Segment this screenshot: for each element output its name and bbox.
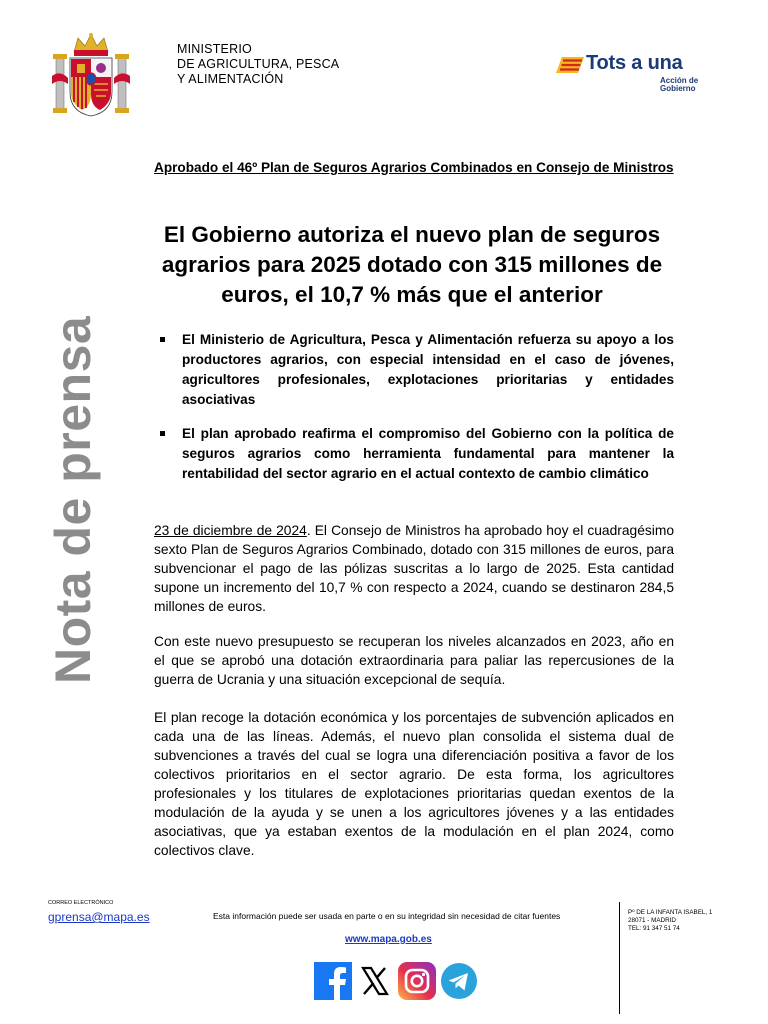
- brand-sub-line: Acción de: [660, 76, 699, 85]
- body-paragraph: El plan recoge la dotación económica y los porcentajes de subvención aplicados en cada una de las líneas. Además, el nuevo plan consolida el sistema dual de subvenciones a través del cual se logra una diferenciación positiva a favor de los colectivos prioritarios en el sector agrario. De esta forma, los agricultores profesionales y los titulares de explotaciones prioritarias quedan exentos de la modulación de la ayuda y se unen a los agricultores jóvenes y a las entidades asociativas, que ya estaban exentos de la modulación en el plan 2024, como colectivos clave.: [154, 710, 674, 858]
- facebook-icon[interactable]: [314, 962, 352, 1000]
- side-label: Nota de prensa: [45, 315, 101, 684]
- email-label: CORREO ELECTRÓNICO: [48, 900, 114, 906]
- telegram-icon[interactable]: [440, 962, 478, 1000]
- ministry-name: [177, 42, 339, 87]
- disclaimer: Esta información puede ser usada en parte o en su integridad sin necesidad de citar fuentes: [213, 911, 561, 921]
- brand-subtitle: [660, 77, 698, 93]
- bullet-square-icon: [160, 337, 165, 342]
- address: [628, 909, 712, 933]
- instagram-icon[interactable]: [398, 962, 436, 1000]
- ministry-line: Y ALIMENTACIÓN: [177, 72, 284, 86]
- ministry-line: MINISTERIO: [177, 42, 252, 56]
- coat-of-arms-icon: [52, 32, 130, 118]
- body-paragraph: Con este nuevo presupuesto se recuperan los niveles alcanzados en 2023, año en el que se aprobó una dotación extraordinaria para paliar las repercusiones de la guerra de Ucrania y una situación excepcional de sequía.: [154, 634, 674, 687]
- list-item: [160, 424, 674, 484]
- brand-sub-line: Gobierno: [660, 84, 696, 93]
- address-line: Pº DE LA INFANTA ISABEL, 1: [628, 909, 713, 916]
- bullet-list: [160, 330, 674, 484]
- paragraph-text: . El Consejo de Ministros ha aprobado hoy el cuadragésimo sexto Plan de Seguros Agrarios Combinado, dotado con 315 millones de euros, para subvencionar el pago de las pólizas suscritas a lo largo de 2025. Esta cantidad supone un incremento del 10,7 % con respecto a 2024, cuando se destinaron 284,5 millones de euros.: [154, 523, 675, 614]
- email-link[interactable]: gprensa@mapa.es: [48, 910, 150, 924]
- body-paragraph: [154, 521, 674, 616]
- list-item: [160, 330, 674, 410]
- website-link[interactable]: www.mapa.gob.es: [345, 934, 432, 945]
- address-line: 28071 - MADRID: [628, 917, 676, 924]
- tots-a-una-logo-icon: [556, 57, 584, 73]
- headline: El Gobierno autoriza el nuevo plan de seguros agrarios para 2025 dotado con 315 millones de euros, el 10,7 % más que el anterior: [161, 222, 663, 307]
- x-icon[interactable]: [356, 962, 394, 1000]
- kicker: Aprobado el 46º Plan de Seguros Agrarios Combinados en Consejo de Ministros: [154, 160, 674, 175]
- press-date: 23 de diciembre de 2024: [154, 523, 307, 538]
- bullet-text: El plan aprobado reafirma el compromiso del Gobierno con la política de seguros agrarios como herramienta fundamental para mantener la rentabilidad del sector agrario en el actual contexto de cambio climático: [182, 426, 674, 481]
- ministry-line: DE AGRICULTURA, PESCA: [177, 57, 340, 71]
- bullet-text: El Ministerio de Agricultura, Pesca y Alimentación refuerza su apoyo a los productores agrarios, con especial intensidad en el caso de jóvenes, agricultores profesionales, explotaciones prioritarias y entidades asociativas: [182, 332, 674, 407]
- address-line: TEL: 91 347 51 74: [628, 925, 680, 932]
- brand-title: Tots a una: [586, 52, 683, 74]
- bullet-square-icon: [160, 431, 165, 436]
- divider: [619, 902, 620, 1014]
